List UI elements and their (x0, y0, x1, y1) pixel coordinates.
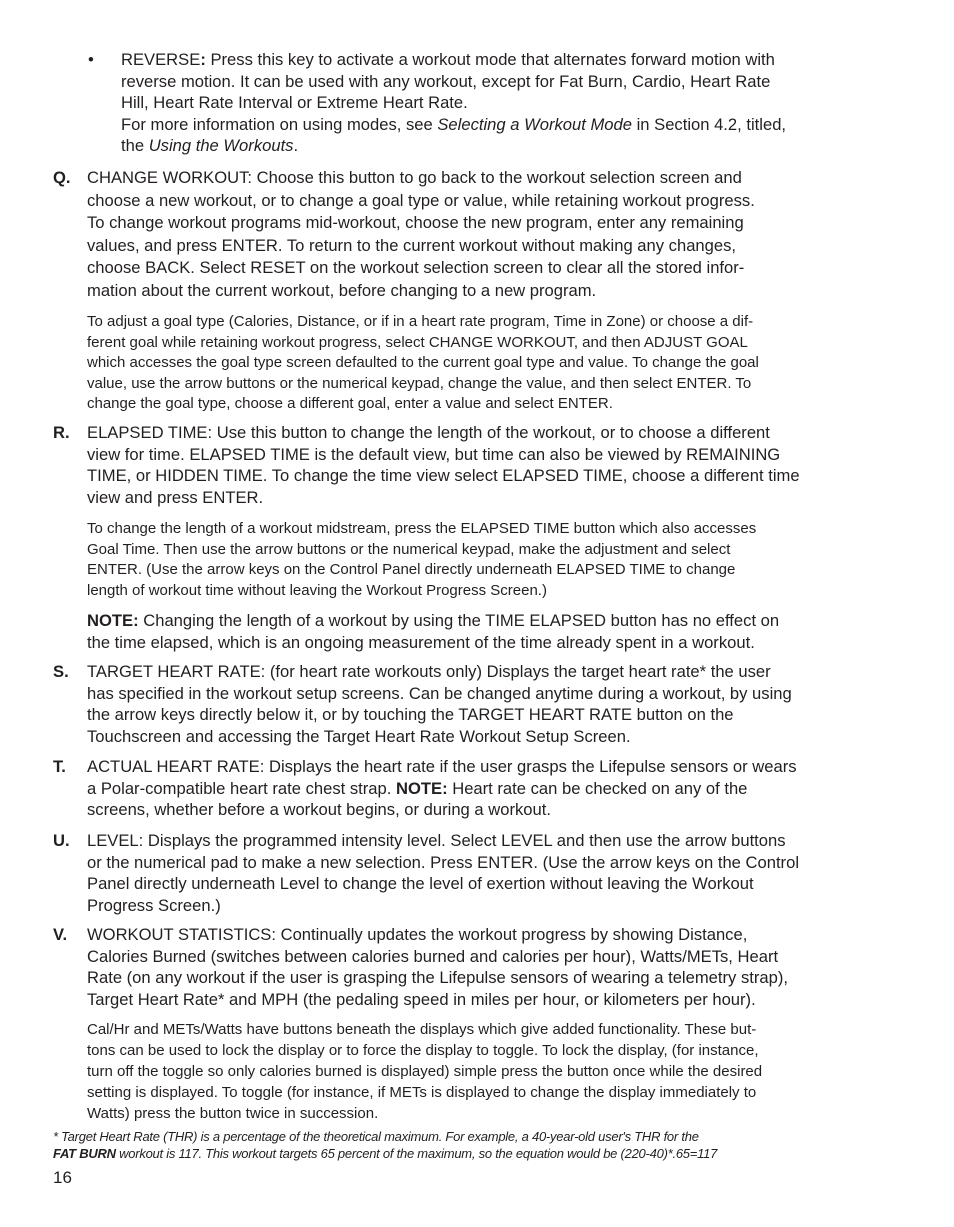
text-line: ELAPSED TIME: Use this button to change the length of the workout, or to choose a different (87, 423, 770, 442)
text-line: has specified in the workout setup screens. Can be changed anytime during a workout, by using (87, 683, 792, 703)
text-line (121, 135, 298, 157)
text-line: ENTER. (Use the arrow keys on the Control Panel directly underneath ELAPSED TIME to change (87, 561, 736, 579)
text-line (121, 114, 786, 136)
text-line: ferent goal while retaining workout progress, select CHANGE WORKOUT, and then ADJUST GOAL (87, 333, 748, 351)
text-line: ACTUAL HEART RATE: Displays the heart rate if the user grasps the Lifepulse sensors or wears (87, 757, 797, 776)
text-line: To adjust a goal type (Calories, Distance, or if in a heart rate program, Time in Zone) or choose a dif- (87, 313, 754, 330)
text-segment: workout is 117. This workout targets 65 percent of the maximum, so the equation would be (220-40)*.65=117 (115, 1145, 718, 1161)
item-label: Q. (53, 168, 71, 187)
item-label: R. (53, 423, 70, 442)
item-label: V. (53, 925, 68, 944)
text-line: Goal Time. Then use the arrow buttons or the numerical keypad, make the adjustment and select (87, 540, 731, 558)
text-line: To change the length of a workout midstream, press the ELAPSED TIME button which also accesses (87, 520, 757, 537)
text-line: turn off the toggle so only calories burned is displayed) simple press the button once while the desired (87, 1063, 763, 1080)
page-number: 16 (53, 1168, 72, 1187)
italic-text: Using the Workouts (148, 136, 294, 155)
text-segment: Changing the length of a workout by using the TIME ELAPSED button has no effect on (138, 611, 780, 630)
item-label: S. (53, 662, 69, 681)
item-label: T. (53, 757, 66, 776)
text-line: values, and press ENTER. To return to the current workout without making any changes, (87, 235, 737, 255)
text-line: LEVEL: Displays the programmed intensity level. Select LEVEL and then use the arrow buttons (87, 831, 786, 850)
text-line: tons can be used to lock the display or to force the display to toggle. To lock the display, (for instance, (87, 1042, 759, 1059)
text-line: To change workout programs mid-workout, choose the new program, enter any remaining (87, 213, 744, 233)
text-segment: the (121, 136, 149, 155)
text-line: which accesses the goal type screen defaulted to the current goal type and value. To change the goal (87, 354, 759, 371)
text-segment: Heart rate can be checked on any of the (447, 778, 748, 798)
item-label: U. (53, 831, 70, 850)
text-line: value, use the arrow buttons or the numerical keypad, change the value, and then select ENTER. To (87, 374, 752, 392)
text-line: CHANGE WORKOUT: Choose this button to go back to the workout selection screen and (87, 168, 742, 187)
text-line: TARGET HEART RATE: (for heart rate workouts only) Displays the target heart rate* the user (87, 662, 771, 681)
text-segment: REVERSE (121, 50, 201, 69)
text-line: * Target Heart Rate (THR) is a percentage of the theoretical maximum. For example, a 40-year-old user's THR for the (53, 1129, 699, 1144)
bold-text: FAT BURN (53, 1145, 116, 1161)
text-line: change the goal type, choose a different goal, enter a value and select ENTER. (87, 395, 613, 412)
text-line: or the numerical pad to make a new selection. Press ENTER. (Use the arrow keys on the Control (87, 852, 799, 872)
bold-text: NOTE: (87, 611, 139, 630)
text-line: TIME, or HIDDEN TIME. To change the time view select ELAPSED TIME, choose a different time (87, 466, 800, 486)
text-line: Rate (on any workout if the user is grasping the Lifepulse sensors of wearing a telemetry strap), (87, 968, 788, 988)
text-line: the time elapsed, which is an ongoing measurement of the time already spent in a workout. (87, 632, 755, 652)
text-line: Watts) press the button twice in succession. (87, 1105, 379, 1122)
text-line: Cal/Hr and METs/Watts have buttons beneath the displays which give added functionality. These but- (87, 1021, 757, 1038)
bold-text: : (200, 50, 206, 69)
text-line: Hill, Heart Rate Interval or Extreme Heart Rate. (121, 93, 468, 112)
text-line (121, 49, 775, 71)
italic-text: Selecting a Workout Mode (437, 114, 632, 134)
text-line: length of workout time without leaving the Workout Progress Screen.) (87, 582, 547, 600)
text-line: mation about the current workout, before changing to a new program. (87, 281, 597, 300)
text-line: Target Heart Rate* and MPH (the pedaling speed in miles per hour, or kilometers per hour). (87, 990, 756, 1010)
text-line: Calories Burned (switches between calories burned and calories per hour), Watts/METs, Heart (87, 946, 779, 966)
text-segment: Press this key to activate a workout mode that alternates forward motion with (205, 50, 775, 69)
bold-text: NOTE: (395, 778, 448, 798)
text-line (53, 1146, 717, 1163)
text-line: screens, whether before a workout begins, or during a workout. (87, 800, 551, 820)
text-line (87, 778, 747, 800)
text-line: view and press ENTER. (87, 488, 264, 508)
text-line: choose a new workout, or to change a goal type or value, while retaining workout progress. (87, 190, 755, 210)
text-line (87, 610, 779, 632)
text-line: Progress Screen.) (87, 896, 221, 916)
text-segment: For more information on using modes, see (121, 114, 438, 134)
text-line: Panel directly underneath Level to change the level of exertion without leaving the Workout (87, 874, 754, 894)
text-segment: in Section 4.2, titled, (631, 114, 787, 134)
item-label: • (88, 50, 94, 69)
text-line: reverse motion. It can be used with any workout, except for Fat Burn, Cardio, Heart Rate (121, 71, 771, 91)
text-line: choose BACK. Select RESET on the workout selection screen to clear all the stored infor- (87, 258, 745, 278)
text-line: WORKOUT STATISTICS: Continually updates the workout progress by showing Distance, (87, 925, 748, 944)
text-line: the arrow keys directly below it, or by touching the TARGET HEART RATE button on the (87, 705, 734, 725)
text-segment: . (293, 136, 299, 155)
text-segment: a Polar-compatible heart rate chest strap. (87, 778, 396, 798)
text-line: view for time. ELAPSED TIME is the default view, but time can also be viewed by REMAINING (87, 444, 781, 464)
text-line: setting is displayed. To toggle (for instance, if METs is displayed to change the display immediately to (87, 1084, 757, 1101)
text-line: Touchscreen and accessing the Target Heart Rate Workout Setup Screen. (87, 727, 631, 747)
